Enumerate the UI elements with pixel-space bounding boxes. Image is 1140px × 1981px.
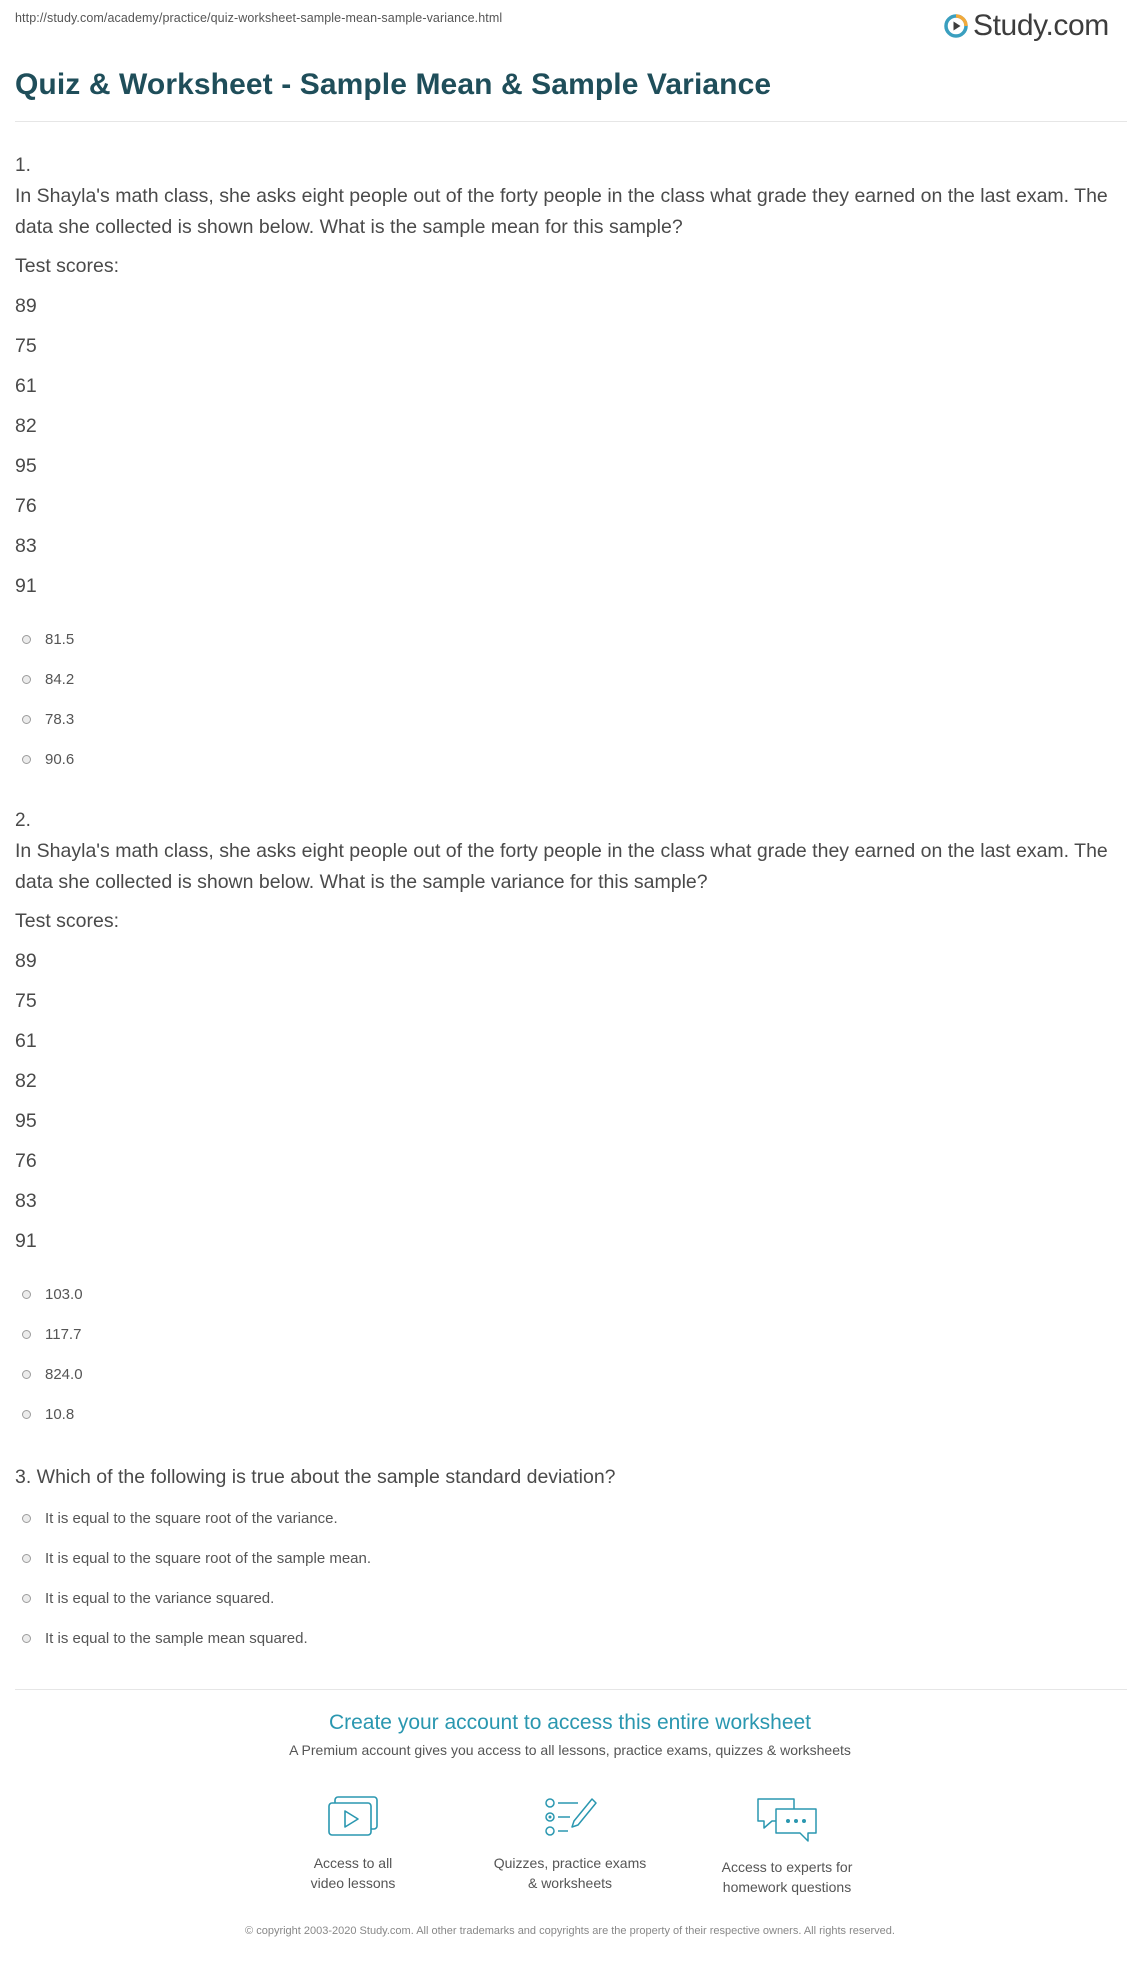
score-value: 61 xyxy=(15,375,37,397)
question-2-text: In Shayla's math class, she asks eight people out of the forty people in the class what grade they earned on the last exam. The data she collected is shown below. What is the sample variance for this sample? xyxy=(15,840,1108,893)
score-value: 76 xyxy=(15,495,37,517)
cta-divider xyxy=(15,1689,1127,1690)
radio-button[interactable] xyxy=(22,1330,31,1339)
option-label: It is equal to the square root of the sample mean. xyxy=(45,1549,372,1567)
feature-line: Access to all xyxy=(313,1855,393,1871)
option-label: 117.7 xyxy=(45,1325,82,1343)
cta-subtitle: A Premium account gives you access to all lessons, practice exams, quizzes & worksheets xyxy=(289,1742,851,1758)
score-value: 83 xyxy=(15,1190,37,1212)
answer-option[interactable] xyxy=(22,1618,371,1658)
option-label: 103.0 xyxy=(45,1285,83,1303)
title-divider xyxy=(15,121,1127,122)
chat-bubbles-icon xyxy=(754,1795,820,1845)
score-value: 75 xyxy=(15,335,37,357)
option-label: It is equal to the sample mean squared. xyxy=(45,1629,308,1647)
radio-button[interactable] xyxy=(22,1554,31,1563)
score-value: 91 xyxy=(15,1230,37,1252)
radio-button[interactable] xyxy=(22,715,31,724)
score-value: 91 xyxy=(15,575,37,597)
answer-option[interactable] xyxy=(22,1314,83,1354)
answer-option[interactable] xyxy=(22,1354,83,1394)
video-lesson-icon xyxy=(325,1795,381,1841)
page-title: Quiz & Worksheet - Sample Mean & Sample Variance xyxy=(15,68,772,101)
question-3-text: 3. Which of the following is true about the sample standard deviation? xyxy=(15,1466,616,1488)
score-value: 89 xyxy=(15,950,37,972)
question-1-number: 1. xyxy=(15,155,31,176)
radio-button[interactable] xyxy=(22,1290,31,1299)
feature-line: video lessons xyxy=(310,1875,396,1891)
question-2-number: 2. xyxy=(15,810,31,831)
score-value: 82 xyxy=(15,1070,37,1092)
feature-line: Quizzes, practice exams xyxy=(493,1855,647,1871)
answer-option[interactable] xyxy=(22,619,74,659)
create-account-link[interactable]: Create your account to access this entire worksheet xyxy=(328,1711,812,1734)
score-value: 95 xyxy=(15,1110,37,1132)
answer-option[interactable] xyxy=(22,739,74,779)
feature-experts xyxy=(697,1795,877,1897)
radio-button[interactable] xyxy=(22,635,31,644)
play-ring-icon xyxy=(944,14,968,38)
radio-button[interactable] xyxy=(22,1370,31,1379)
question-1-text: In Shayla's math class, she asks eight people out of the forty people in the class what grade they earned on the last exam. The data she collected is shown below. What is the sample mean for this sample? xyxy=(15,185,1108,238)
answer-option[interactable] xyxy=(22,1274,83,1314)
score-value: 75 xyxy=(15,990,37,1012)
radio-button[interactable] xyxy=(22,1594,31,1603)
copyright-notice: © copyright 2003-2020 Study.com. All other trademarks and copyrights are the property of their respective owners. All rights reserved. xyxy=(245,1925,895,1937)
answer-option[interactable] xyxy=(22,1394,83,1434)
question-1-options xyxy=(22,619,74,779)
score-value: 89 xyxy=(15,295,37,317)
feature-line: homework questions xyxy=(722,1879,852,1895)
answer-option[interactable] xyxy=(22,1578,371,1618)
feature-label xyxy=(697,1857,877,1897)
feature-label xyxy=(263,1853,443,1893)
radio-button[interactable] xyxy=(22,1410,31,1419)
brand-name: Study.com xyxy=(973,9,1109,42)
radio-button[interactable] xyxy=(22,675,31,684)
question-3-options xyxy=(22,1498,371,1658)
page-url: http://study.com/academy/practice/quiz-worksheet-sample-mean-sample-variance.html xyxy=(15,11,503,25)
option-label: 90.6 xyxy=(45,750,75,768)
feature-label xyxy=(480,1853,660,1893)
score-value: 76 xyxy=(15,1150,37,1172)
option-label: It is equal to the variance squared. xyxy=(45,1589,275,1607)
question-1-scores xyxy=(15,246,119,606)
option-label: 824.0 xyxy=(45,1365,83,1383)
question-2-scores xyxy=(15,901,119,1261)
answer-option[interactable] xyxy=(22,1498,371,1538)
feature-video-lessons xyxy=(263,1795,443,1893)
option-label: It is equal to the square root of the variance. xyxy=(45,1509,338,1527)
radio-button[interactable] xyxy=(22,1514,31,1523)
feature-line: & worksheets xyxy=(527,1875,613,1891)
quiz-checklist-icon xyxy=(540,1795,600,1841)
score-value: 82 xyxy=(15,415,37,437)
radio-button[interactable] xyxy=(22,1634,31,1643)
feature-quizzes xyxy=(480,1795,660,1893)
score-value: 61 xyxy=(15,1030,37,1052)
scores-label: Test scores: xyxy=(15,255,120,277)
radio-button[interactable] xyxy=(22,755,31,764)
feature-line: Access to experts for xyxy=(721,1859,853,1875)
scores-label: Test scores: xyxy=(15,910,120,932)
answer-option[interactable] xyxy=(22,659,74,699)
option-label: 78.3 xyxy=(45,710,75,728)
answer-option[interactable] xyxy=(22,699,74,739)
score-value: 83 xyxy=(15,535,37,557)
option-label: 84.2 xyxy=(45,670,75,688)
question-2-options xyxy=(22,1274,83,1434)
answer-option[interactable] xyxy=(22,1538,371,1578)
study-logo[interactable] xyxy=(944,6,1109,46)
option-label: 81.5 xyxy=(45,630,75,648)
option-label: 10.8 xyxy=(45,1405,75,1423)
score-value: 95 xyxy=(15,455,37,477)
